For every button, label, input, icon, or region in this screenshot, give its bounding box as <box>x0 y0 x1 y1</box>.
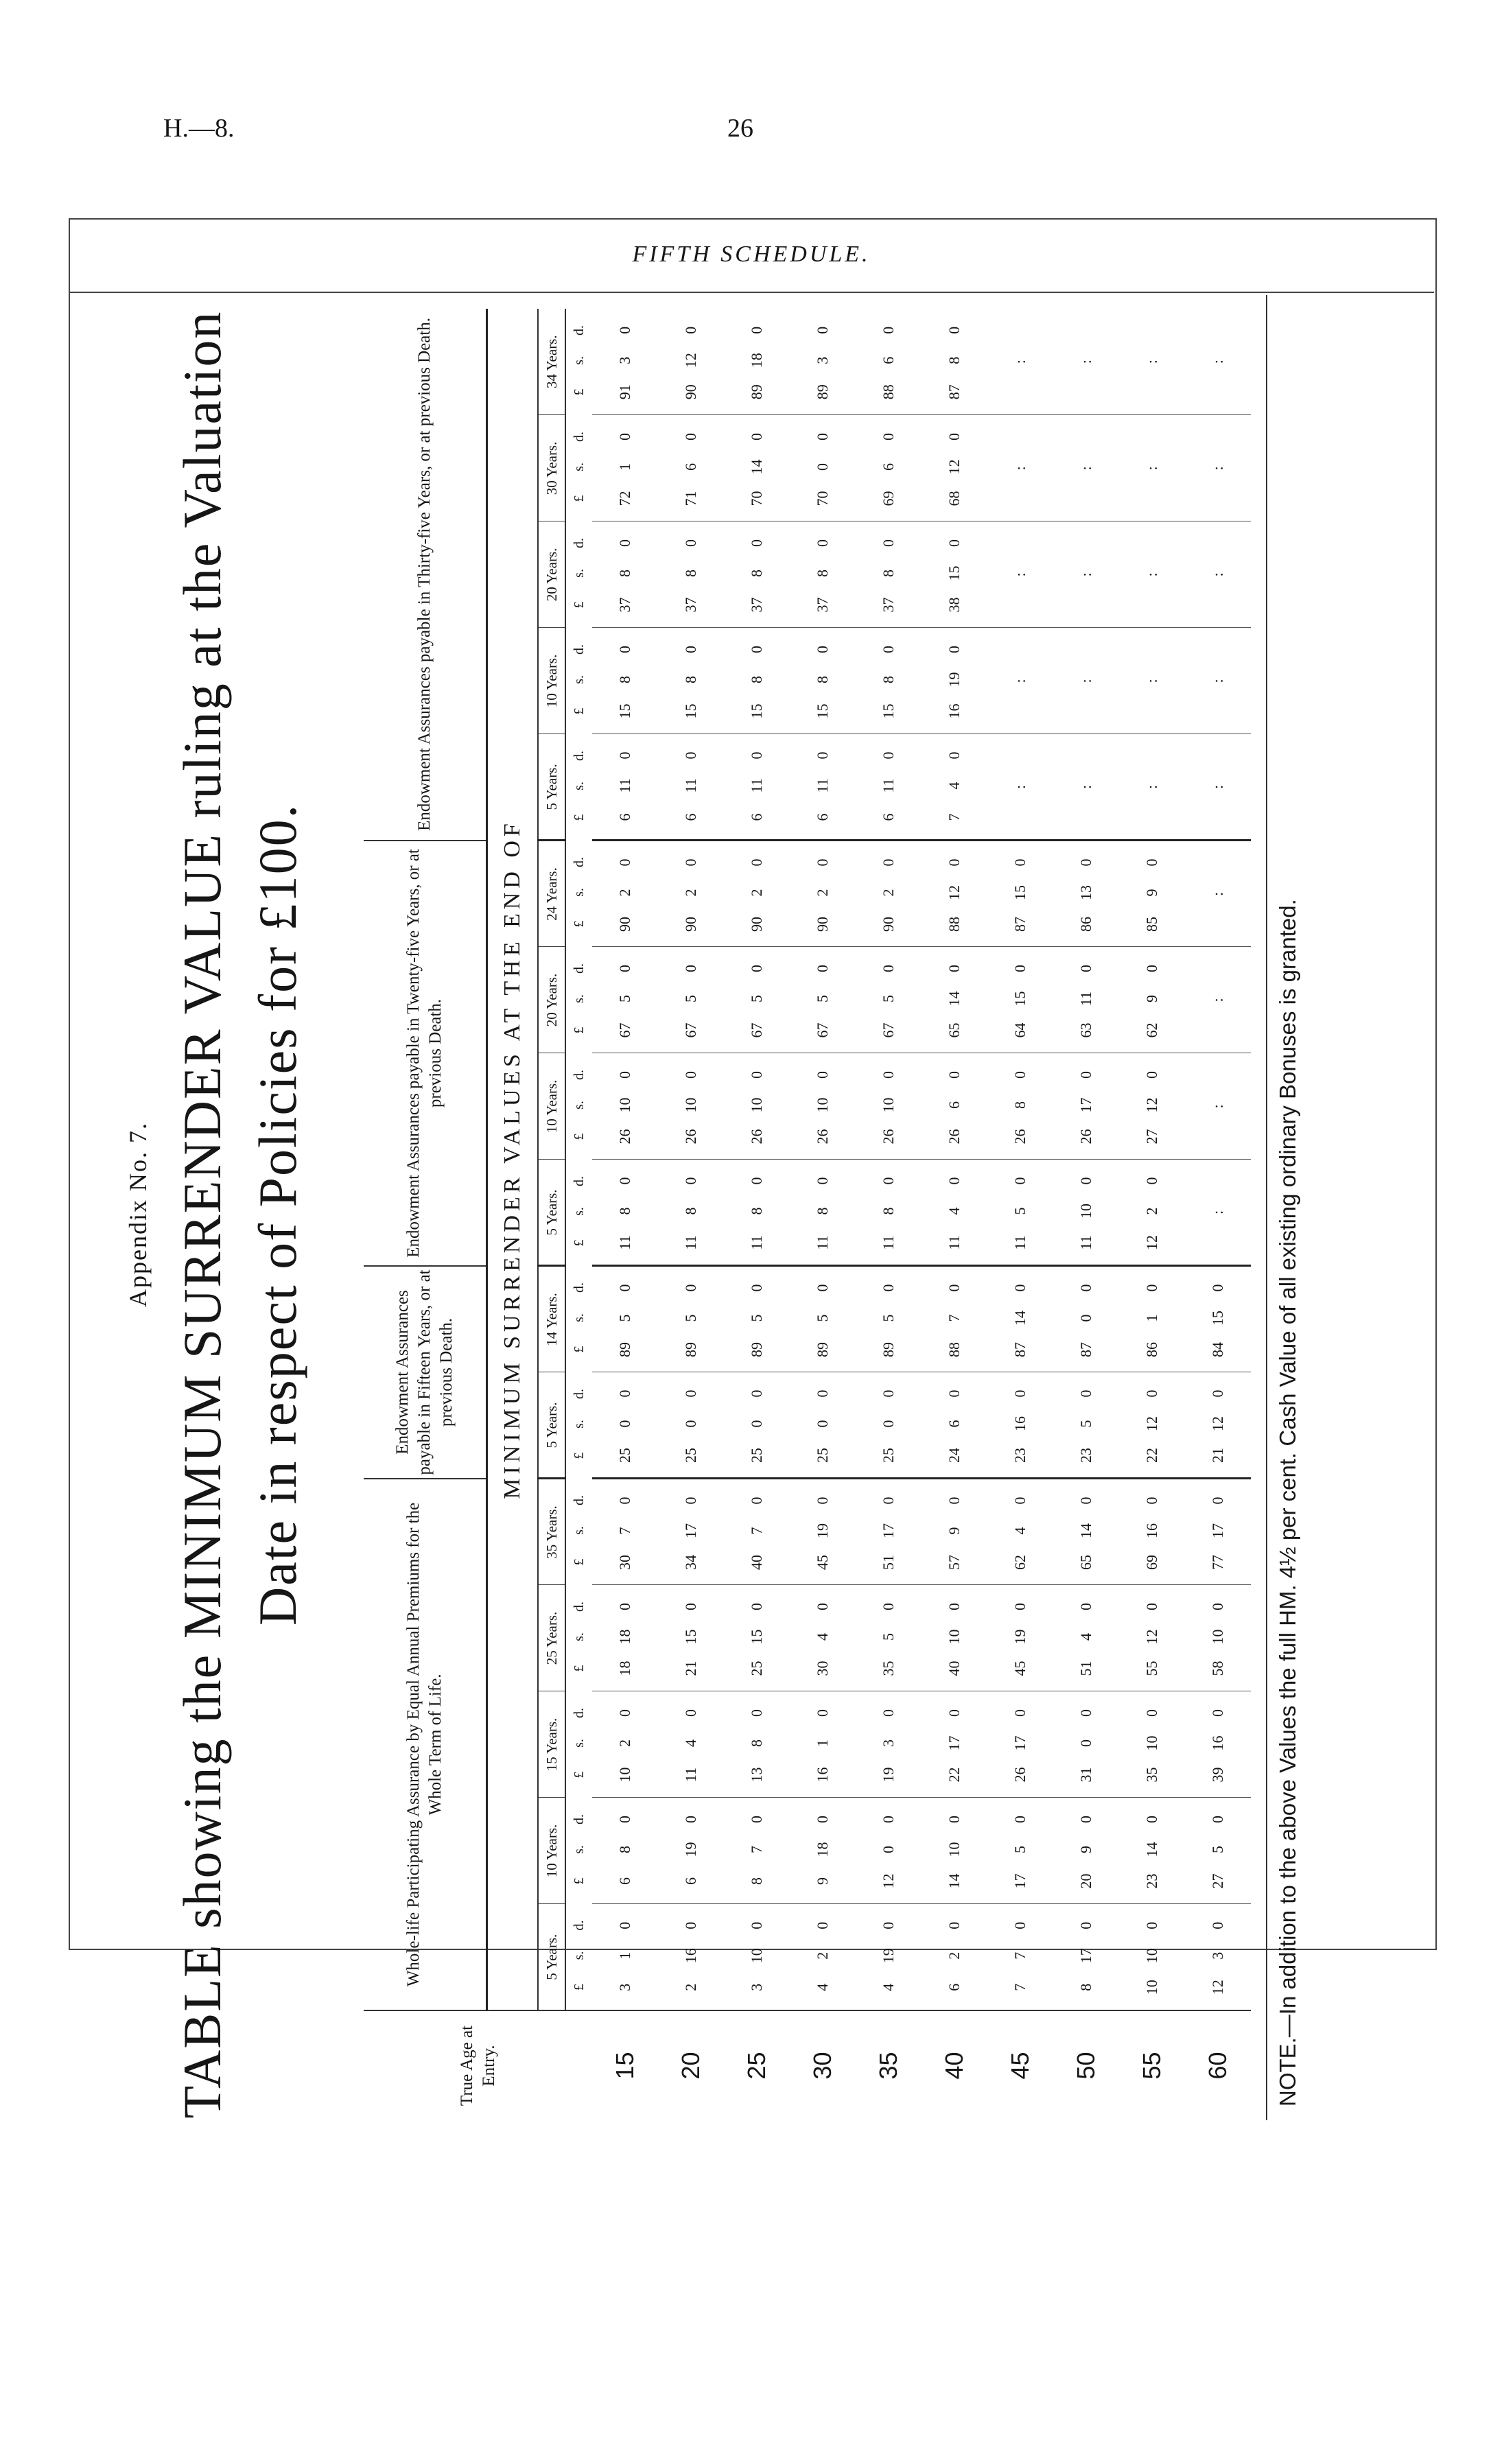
surrender-value-cell: 8780 <box>921 309 987 415</box>
surrender-value-cell: 3780 <box>658 521 724 628</box>
age-at-entry: 35 <box>856 2010 921 2120</box>
surrender-value-cell: 2500 <box>856 1372 921 1479</box>
unit-pence: d. <box>571 750 587 761</box>
unit-pence: d. <box>571 856 587 867</box>
surrender-value-cell: 620 <box>921 1904 987 2010</box>
unit-shillings: s. <box>571 1951 587 1960</box>
document-reference: H.—8. <box>163 114 235 143</box>
surrender-value-cell: 3100 <box>1053 1691 1119 1798</box>
surrender-value-cell: : <box>987 734 1053 841</box>
surrender-value-cell: 1380 <box>724 1691 790 1798</box>
surrender-value-cell: 1180 <box>658 1160 724 1266</box>
title-block <box>75 309 364 2120</box>
surrender-value-cell: 8950 <box>658 1266 724 1372</box>
surrender-value-cell: : <box>1185 734 1251 841</box>
years-header: 24 Years. <box>538 841 565 947</box>
surrender-value-cell: 8950 <box>724 1266 790 1372</box>
unit-pounds: £ <box>571 1877 587 1885</box>
unit-shillings: s. <box>571 888 587 897</box>
surrender-value-cell: 1180 <box>790 1160 856 1266</box>
surrender-value-cell: 740 <box>921 734 987 841</box>
surrender-value-cell: 6960 <box>856 415 921 521</box>
rotated-table-page <box>75 309 1352 2120</box>
surrender-value-cell: 26100 <box>658 1053 724 1160</box>
unit-shillings: s. <box>571 782 587 790</box>
surrender-value-cell: 34170 <box>658 1479 724 1585</box>
surrender-value-cell: 58100 <box>1185 1585 1251 1691</box>
surrender-value-cell: : <box>1185 1053 1251 1160</box>
surrender-value-cell: 5140 <box>1053 1585 1119 1691</box>
table-row <box>1185 309 1251 2120</box>
surrender-value-cell: 23160 <box>987 1372 1053 1479</box>
age-at-entry: 45 <box>987 2010 1053 2120</box>
table-footnote: NOTE.—In addition to the above Values the full HM. 4½ per cent. Cash Value of all existing ordinary Bonuses is granted. <box>1266 295 1308 2120</box>
surrender-value-cell: : <box>1119 628 1185 734</box>
currency-units-header <box>565 1691 592 1798</box>
years-header: 10 Years. <box>538 1798 565 1904</box>
surrender-value-cell: : <box>1185 521 1251 628</box>
currency-units-header <box>565 1053 592 1160</box>
unit-pounds: £ <box>571 388 587 396</box>
unit-shillings: s. <box>571 569 587 578</box>
surrender-value-cell: 6750 <box>724 947 790 1053</box>
surrender-value-cell: 2500 <box>658 1372 724 1479</box>
surrender-value-cell: 26100 <box>856 1053 921 1160</box>
surrender-value-cell: 8950 <box>790 1266 856 1372</box>
surrender-value-cell: : <box>1185 415 1251 521</box>
surrender-value-cell: 64150 <box>987 947 1053 1053</box>
years-header: 5 Years. <box>538 1372 565 1479</box>
surrender-value-cell: 9130 <box>592 309 658 415</box>
surrender-value-cell: 6750 <box>658 947 724 1053</box>
group-header-endowment-25: Endowment Assurances payable in Twenty-five Years, or at previous Death. <box>364 841 487 1266</box>
surrender-value-cell: 310 <box>592 1904 658 2010</box>
surrender-value-cell: 1020 <box>592 1691 658 1798</box>
table-row <box>856 309 921 2120</box>
surrender-value-cell: 9020 <box>724 841 790 947</box>
years-header: 34 Years. <box>538 309 565 415</box>
unit-pence: d. <box>571 644 587 655</box>
years-header: 10 Years. <box>538 628 565 734</box>
surrender-value-cell: 14100 <box>921 1798 987 1904</box>
currency-units-header <box>565 415 592 521</box>
surrender-value-cell: 1750 <box>987 1798 1053 1904</box>
surrender-value-cell: 26100 <box>790 1053 856 1160</box>
years-header: 5 Years. <box>538 1160 565 1266</box>
currency-units-header <box>565 1585 592 1691</box>
group-header-endowment-35: Endowment Assurances payable in Thirty-five Years, or at previous Death. <box>364 309 487 841</box>
surrender-value-cell: 23140 <box>1119 1798 1185 1904</box>
surrender-value-cell: 45190 <box>790 1479 856 1585</box>
surrender-value-cell: 6290 <box>1119 947 1185 1053</box>
table-row <box>987 309 1053 2120</box>
unit-shillings: s. <box>571 1313 587 1322</box>
unit-pounds: £ <box>571 495 587 502</box>
surrender-value-cell: : <box>987 415 1053 521</box>
surrender-value-cell: 2350 <box>1053 1372 1119 1479</box>
surrender-value-cell: 1930 <box>856 1691 921 1798</box>
surrender-value-cell: 26170 <box>1053 1053 1119 1160</box>
surrender-value-cell: 55120 <box>1119 1585 1185 1691</box>
unit-pounds: £ <box>571 707 587 715</box>
surrender-value-cell: 40100 <box>921 1585 987 1691</box>
surrender-value-cell: 4190 <box>856 1904 921 2010</box>
surrender-value-cell: 38150 <box>921 521 987 628</box>
surrender-value-cell: 1610 <box>790 1691 856 1798</box>
surrender-value-cell: 1140 <box>658 1691 724 1798</box>
currency-units-header <box>565 521 592 628</box>
surrender-value-cell: 8870 <box>921 1266 987 1372</box>
surrender-value-cell: 21120 <box>1185 1372 1251 1479</box>
surrender-value-cell: 6750 <box>592 947 658 1053</box>
surrender-value-cell: 9020 <box>790 841 856 947</box>
surrender-value-cell: 26100 <box>592 1053 658 1160</box>
surrender-value-table <box>364 309 1251 2120</box>
currency-units-header <box>565 1798 592 1904</box>
surrender-value-cell: 7000 <box>790 415 856 521</box>
unit-pence: d. <box>571 1282 587 1293</box>
surrender-value-cell: 3040 <box>790 1585 856 1691</box>
surrender-value-cell: 9020 <box>658 841 724 947</box>
surrender-value-cell: 3780 <box>856 521 921 628</box>
surrender-value-cell: 6750 <box>790 947 856 1053</box>
unit-pounds: £ <box>571 1026 587 1034</box>
surrender-value-cell: 6110 <box>724 734 790 841</box>
surrender-value-cell: 1230 <box>1185 1904 1251 2010</box>
surrender-value-cell: 8950 <box>856 1266 921 1372</box>
surrender-value-cell: : <box>987 628 1053 734</box>
years-header: 20 Years. <box>538 947 565 1053</box>
surrender-value-cell: 6750 <box>856 947 921 1053</box>
unit-pence: d. <box>571 325 587 336</box>
surrender-value-cell: 3100 <box>724 1904 790 2010</box>
unit-shillings: s. <box>571 1420 587 1429</box>
surrender-value-cell: 8610 <box>1119 1266 1185 1372</box>
surrender-value-cell: 1580 <box>724 628 790 734</box>
unit-shillings: s. <box>571 1739 587 1748</box>
surrender-value-cell: 77170 <box>1185 1479 1251 1585</box>
surrender-value-cell: 51170 <box>856 1479 921 1585</box>
surrender-value-cell: 9180 <box>790 1798 856 1904</box>
unit-pounds: £ <box>571 814 587 821</box>
unit-shillings: s. <box>571 1632 587 1641</box>
surrender-value-cell: 68120 <box>921 415 987 521</box>
unit-pounds: £ <box>571 1239 587 1247</box>
table-row <box>921 309 987 2120</box>
surrender-value-cell: 1580 <box>592 628 658 734</box>
age-column-header: True Age at Entry. <box>364 2010 592 2120</box>
unit-shillings: s. <box>571 1207 587 1216</box>
unit-pence: d. <box>571 1495 587 1505</box>
surrender-value-cell: 2090 <box>1053 1798 1119 1904</box>
unit-pence: d. <box>571 1175 587 1186</box>
surrender-value-cell: 86130 <box>1053 841 1119 947</box>
unit-pounds: £ <box>571 1665 587 1672</box>
age-at-entry: 50 <box>1053 2010 1119 2120</box>
surrender-value-cell: : <box>1053 628 1119 734</box>
unit-shillings: s. <box>571 1101 587 1110</box>
table-row <box>592 309 658 2120</box>
surrender-value-cell: 2160 <box>658 1904 724 2010</box>
table-row <box>658 309 724 2120</box>
surrender-value-cell: : <box>987 521 1053 628</box>
years-header: 30 Years. <box>538 415 565 521</box>
unit-shillings: s. <box>571 1526 587 1535</box>
table-row <box>790 309 856 2120</box>
surrender-value-cell: 63110 <box>1053 947 1119 1053</box>
currency-units-header <box>565 1479 592 1585</box>
surrender-value-cell: : <box>1185 1160 1251 1266</box>
surrender-value-cell: : <box>1185 309 1251 415</box>
unit-pence: d. <box>571 1069 587 1080</box>
surrender-value-cell: 2750 <box>1185 1798 1251 1904</box>
years-header: 15 Years. <box>538 1691 565 1798</box>
surrender-value-cell: 870 <box>724 1798 790 1904</box>
surrender-value-cell: 90120 <box>658 309 724 415</box>
age-at-entry: 15 <box>592 2010 658 2120</box>
surrender-value-cell: 1580 <box>790 628 856 734</box>
age-at-entry: 30 <box>790 2010 856 2120</box>
surrender-value-cell: 22170 <box>921 1691 987 1798</box>
surrender-value-cell: 8950 <box>592 1266 658 1372</box>
surrender-value-cell: 3070 <box>592 1479 658 1585</box>
surrender-value-cell: : <box>1053 309 1119 415</box>
surrender-value-cell: 6110 <box>856 734 921 841</box>
currency-units-header <box>565 947 592 1053</box>
unit-pence: d. <box>571 1708 587 1718</box>
surrender-value-cell: 2660 <box>921 1053 987 1160</box>
schedule-divider <box>69 292 1434 293</box>
surrender-value-cell: 35100 <box>1119 1691 1185 1798</box>
surrender-value-cell: 2460 <box>921 1372 987 1479</box>
surrender-value-cell: 3780 <box>790 521 856 628</box>
surrender-value-cell: 3780 <box>724 521 790 628</box>
unit-shillings: s. <box>571 462 587 471</box>
unit-pounds: £ <box>571 601 587 609</box>
surrender-value-cell: 8930 <box>790 309 856 415</box>
surrender-value-cell: : <box>1185 628 1251 734</box>
schedule-title: FIFTH SCHEDULE. <box>632 242 871 267</box>
unit-pounds: £ <box>571 1133 587 1140</box>
surrender-value-cell: : <box>1119 309 1185 415</box>
unit-pence: d. <box>571 1814 587 1824</box>
unit-pence: d. <box>571 1388 587 1399</box>
surrender-value-cell: 11100 <box>1053 1160 1119 1266</box>
surrender-value-cell: 26170 <box>987 1691 1053 1798</box>
surrender-value-cell: : <box>1053 521 1119 628</box>
surrender-value-cell: 3780 <box>592 521 658 628</box>
surrender-value-cell: 6110 <box>658 734 724 841</box>
unit-pounds: £ <box>571 1984 587 1991</box>
table-title-line-2: Date in respect of Policies for £100. <box>248 803 307 1626</box>
surrender-value-cell: 22120 <box>1119 1372 1185 1479</box>
surrender-value-cell: : <box>1119 734 1185 841</box>
years-header: 5 Years. <box>538 734 565 841</box>
years-header: 25 Years. <box>538 1585 565 1691</box>
surrender-value-cell: 16190 <box>921 628 987 734</box>
currency-units-header <box>565 841 592 947</box>
surrender-value-cell: 1150 <box>987 1160 1053 1266</box>
surrender-value-cell: 84150 <box>1185 1266 1251 1372</box>
unit-shillings: s. <box>571 356 587 365</box>
surrender-value-cell: 6240 <box>987 1479 1053 1585</box>
surrender-value-cell: 1580 <box>658 628 724 734</box>
surrender-value-cell: : <box>1053 415 1119 521</box>
table-row <box>1053 309 1119 2120</box>
surrender-value-cell: 4070 <box>724 1479 790 1585</box>
unit-pounds: £ <box>571 1452 587 1459</box>
surrender-value-cell: 6110 <box>790 734 856 841</box>
surrender-value-cell: 5790 <box>921 1479 987 1585</box>
group-header-whole-life: Whole-life Participating Assurance by Equal Annual Premiums for the Whole Term of Life. <box>364 1479 487 2010</box>
surrender-value-cell: : <box>987 309 1053 415</box>
surrender-value-cell: 89180 <box>724 309 790 415</box>
unit-pence: d. <box>571 431 587 442</box>
age-at-entry: 60 <box>1185 2010 1251 2120</box>
currency-units-header <box>565 1266 592 1372</box>
unit-pounds: £ <box>571 1558 587 1566</box>
years-header: 20 Years. <box>538 521 565 628</box>
surrender-value-cell: 65140 <box>1053 1479 1119 1585</box>
surrender-value-cell: 87150 <box>987 841 1053 947</box>
surrender-value-cell: 88120 <box>921 841 987 947</box>
unit-shillings: s. <box>571 675 587 684</box>
age-at-entry: 25 <box>724 2010 790 2120</box>
surrender-value-cell: 45190 <box>987 1585 1053 1691</box>
surrender-value-cell: 70140 <box>724 415 790 521</box>
years-header: 5 Years. <box>538 1904 565 2010</box>
surrender-value-cell: 2680 <box>987 1053 1053 1160</box>
currency-units-header <box>565 1372 592 1479</box>
surrender-value-cell: 1220 <box>1119 1160 1185 1266</box>
surrender-value-cell: 1580 <box>856 628 921 734</box>
surrender-value-cell: 1200 <box>856 1798 921 1904</box>
unit-pence: d. <box>571 963 587 974</box>
surrender-value-cell: 2500 <box>724 1372 790 1479</box>
surrender-value-cell: : <box>1119 521 1185 628</box>
surrender-value-cell: 26100 <box>724 1053 790 1160</box>
unit-pence: d. <box>571 537 587 548</box>
surrender-value-cell: 1180 <box>724 1160 790 1266</box>
currency-units-header <box>565 734 592 841</box>
surrender-value-cell: 9020 <box>856 841 921 947</box>
surrender-value-cell: 8170 <box>1053 1904 1119 2010</box>
table-row <box>1119 309 1185 2120</box>
unit-pounds: £ <box>571 1771 587 1779</box>
surrender-value-cell: 21150 <box>658 1585 724 1691</box>
surrender-value-cell: 8700 <box>1053 1266 1119 1372</box>
surrender-value-cell: 7210 <box>592 415 658 521</box>
surrender-value-cell: 27120 <box>1119 1053 1185 1160</box>
surrender-value-cell: : <box>1185 947 1251 1053</box>
surrender-value-cell: 1140 <box>921 1160 987 1266</box>
surrender-value-cell: 2500 <box>592 1372 658 1479</box>
appendix-label: Appendix No. 7. <box>124 1122 152 1307</box>
surrender-value-cell: 6110 <box>592 734 658 841</box>
surrender-value-cell: 3550 <box>856 1585 921 1691</box>
unit-shillings: s. <box>571 1845 587 1854</box>
unit-pence: d. <box>571 1920 587 1931</box>
table-title-line-1: TABLE showing the MINIMUM SURRENDER VALUE ruling at the Valuation <box>172 310 232 2119</box>
page-number: 26 <box>727 114 753 143</box>
surrender-value-cell: 770 <box>987 1904 1053 2010</box>
currency-units-header <box>565 309 592 415</box>
surrender-value-cell: 1180 <box>856 1160 921 1266</box>
unit-pence: d. <box>571 1601 587 1612</box>
surrender-value-cell: : <box>1053 734 1119 841</box>
years-header: 10 Years. <box>538 1053 565 1160</box>
surrender-value-cell: 420 <box>790 1904 856 2010</box>
age-at-entry: 20 <box>658 2010 724 2120</box>
surrender-value-cell: 6190 <box>658 1798 724 1904</box>
years-header: 35 Years. <box>538 1479 565 1585</box>
minimum-surrender-values-header: MINIMUM SURRENDER VALUES AT THE END OF <box>487 309 539 2010</box>
surrender-value-cell: : <box>1185 841 1251 947</box>
years-header: 14 Years. <box>538 1266 565 1372</box>
surrender-value-cell: 65140 <box>921 947 987 1053</box>
age-at-entry: 55 <box>1119 2010 1185 2120</box>
surrender-value-cell: 8860 <box>856 309 921 415</box>
surrender-value-cell: 1180 <box>592 1160 658 1266</box>
surrender-value-cell: 2500 <box>790 1372 856 1479</box>
surrender-value-cell: 9020 <box>592 841 658 947</box>
currency-units-header <box>565 1904 592 2010</box>
group-header-endowment-15: Endowment Assurances payable in Fifteen Years, or at previous Death. <box>364 1266 487 1479</box>
currency-units-header <box>565 628 592 734</box>
currency-units-header <box>565 1160 592 1266</box>
age-at-entry: 40 <box>921 2010 987 2120</box>
surrender-value-cell: 69160 <box>1119 1479 1185 1585</box>
surrender-value-cell: 18180 <box>592 1585 658 1691</box>
unit-pounds: £ <box>571 920 587 928</box>
surrender-value-cell: 8590 <box>1119 841 1185 947</box>
surrender-value-cell: 7160 <box>658 415 724 521</box>
surrender-value-cell: 10100 <box>1119 1904 1185 2010</box>
surrender-value-cell: 39160 <box>1185 1691 1251 1798</box>
surrender-value-cell: : <box>1119 415 1185 521</box>
unit-shillings: s. <box>571 994 587 1003</box>
table-row <box>724 309 790 2120</box>
surrender-value-cell: 25150 <box>724 1585 790 1691</box>
surrender-value-cell: 87140 <box>987 1266 1053 1372</box>
unit-pounds: £ <box>571 1346 587 1353</box>
surrender-value-cell: 680 <box>592 1798 658 1904</box>
